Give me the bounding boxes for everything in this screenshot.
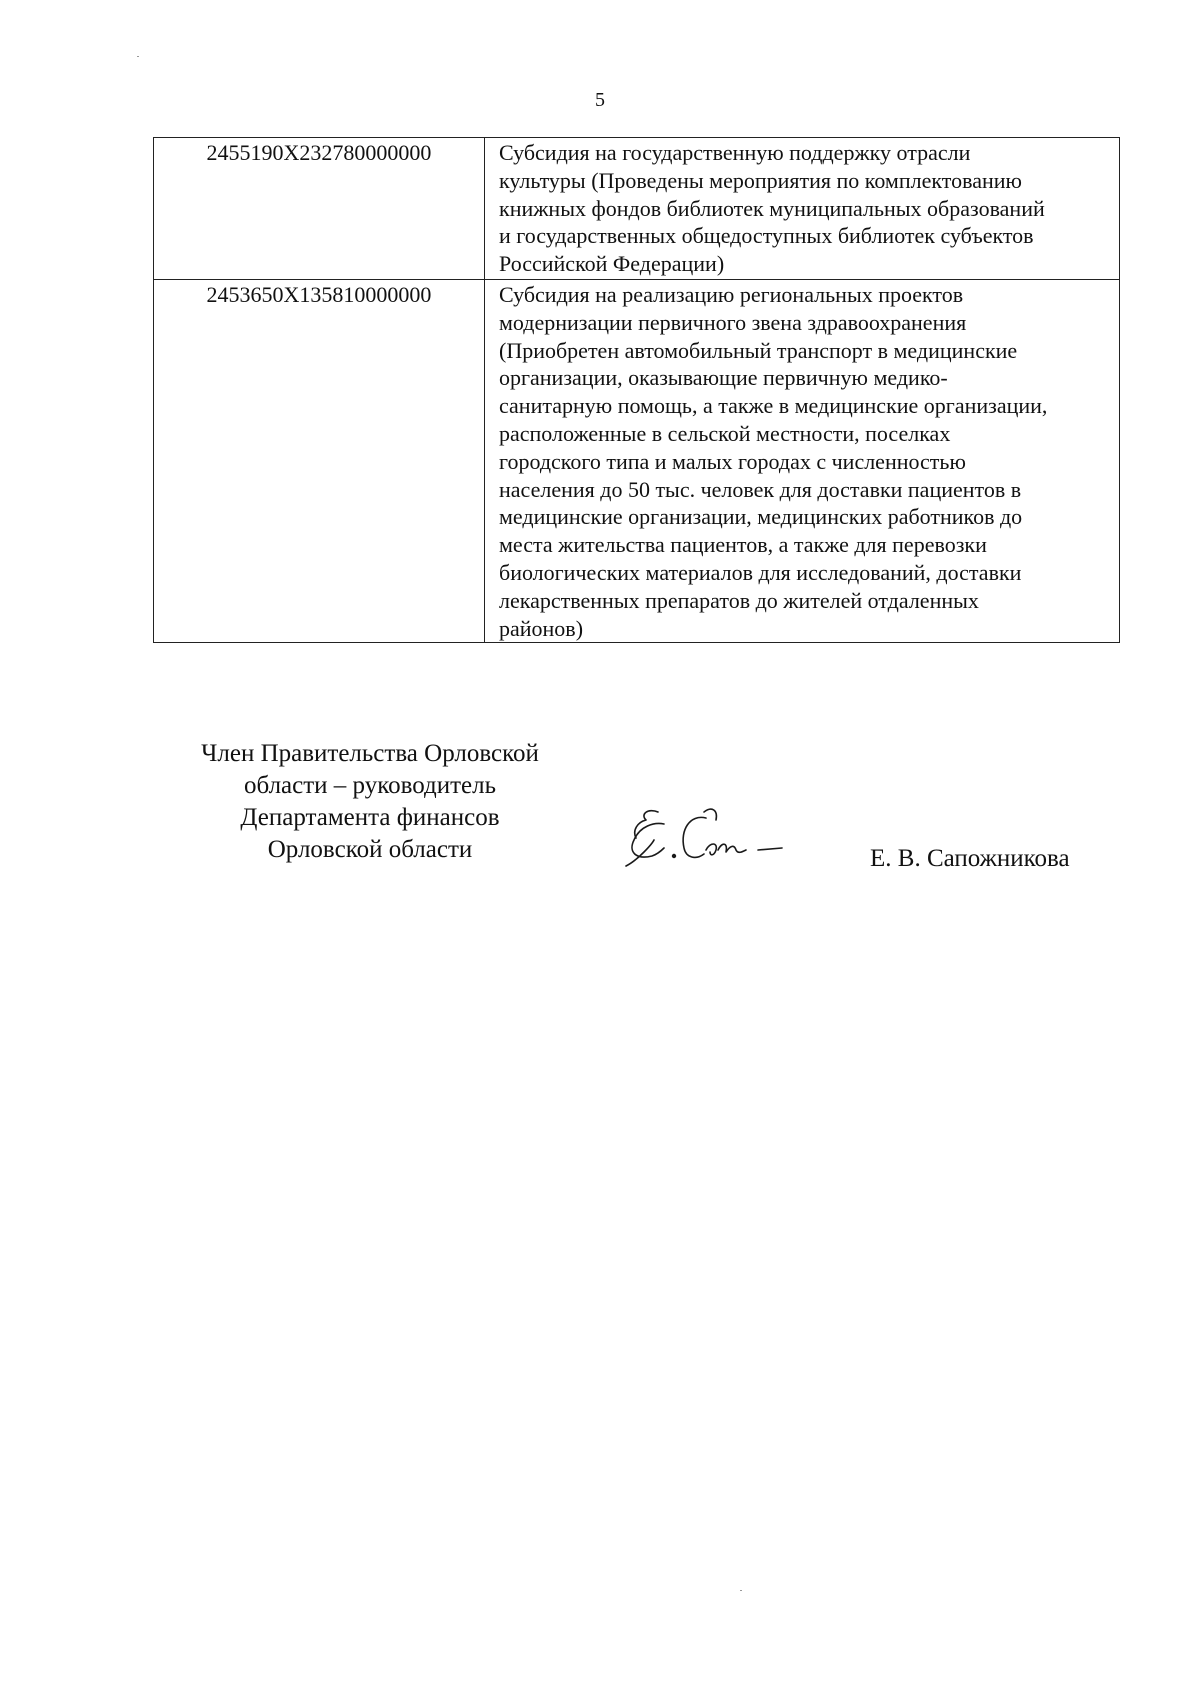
subsidy-description-cell [485,138,1120,280]
budget-code-cell: 2455190X232780000000 [154,138,485,280]
description-line: места жительства пациентов, а также для перевозки [499,532,987,558]
description-line: Российской Федерации) [499,251,725,277]
description-line: населения до 50 тыс. человек для доставки пациентов в [499,476,1022,502]
description-line: Субсидия на государственную поддержку отрасли [499,140,971,165]
description-line: книжных фондов библиотек муниципальных образований [499,195,1045,221]
subsidy-table [153,137,1120,643]
description-line: расположенные в сельской местности, поселках [499,420,951,446]
table-row [154,138,1120,280]
position-line: Орловской области [267,836,473,863]
budget-code-cell: 2453650X135810000000 [154,280,485,643]
position-line: Член Правительства Орловской [201,740,539,767]
position-line: Департамента финансов [240,804,500,831]
description-line: культуры (Проведены мероприятия по комплектованию [499,167,1022,193]
description-line: организации, оказывающие первичную медико- [499,365,948,391]
description-line: городского типа и малых городах с численностью [499,448,966,474]
description-line: Субсидия на реализацию региональных проектов [499,282,964,307]
description-line: районов) [499,615,584,641]
scan-speck [740,1590,742,1591]
description-line: биологических материалов для исследований, доставки [499,559,1022,585]
scan-speck [137,56,139,57]
subsidy-description-cell [485,280,1120,643]
description-line: санитарную помощь, а также в медицинские организации, [499,393,1048,419]
description-line: лекарственных препаратов до жителей отдаленных [499,587,979,613]
page-number: 5 [595,89,605,111]
signer-name: Е. В. Сапожникова [870,845,1070,872]
description-line: и государственных общедоступных библиотек субъектов [499,223,1034,249]
description-line: модернизации первичного звена здравоохранения [499,309,967,335]
description-line: (Приобретен автомобильный транспорт в медицинские [499,337,1018,363]
table-row [154,280,1120,643]
handwritten-signature [618,800,798,880]
description-line: медицинские организации, медицинских работников до [499,504,1023,530]
signatory-position [160,738,580,866]
position-line: области – руководитель [243,772,497,799]
